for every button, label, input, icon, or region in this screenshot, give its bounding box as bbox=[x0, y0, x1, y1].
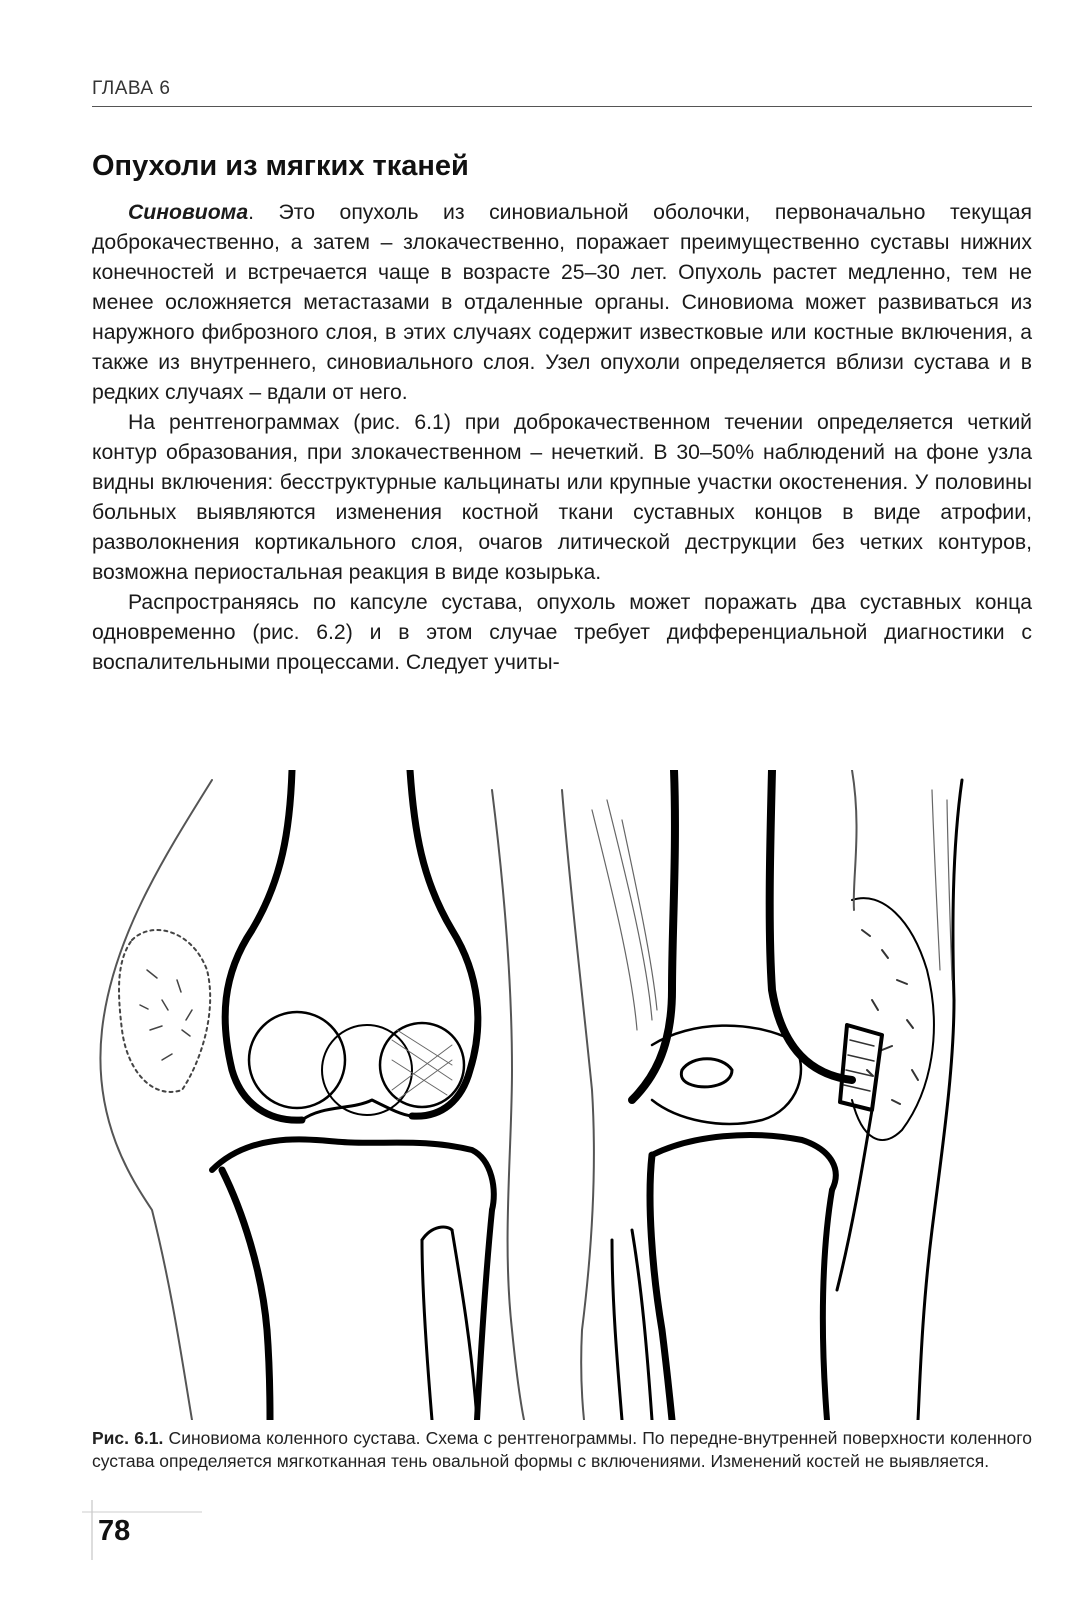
figure-caption bbox=[92, 1427, 1032, 1473]
figure-knee-drawing bbox=[92, 770, 1032, 1420]
paragraph-3: Распространяясь по капсуле сустава, опухоль может поражать два суставных конца одновременно (рис. 6.2) и в этом случае требует дифференциальной диагностики с воспалительными процессами. Следует учиты- bbox=[92, 591, 1032, 674]
paragraph-1-text: . Это опухоль из синовиальной оболочки, первоначально текущая доброкачественно, а затем – злокачественно, поражает преимущественно суставы нижних конечностей и встречается чаще в возрасте 25–30 лет. Опухоль растет медленно, тем не менее осложняется метастазами в отдаленные органы. Синовиома может развиваться из наружного фиброзного слоя, в этих случаях содержит известковые или костные включения, а также из внутреннего, синовиального слоя. Узел опухоли определяется вблизи сустава и в редких случаях – вдали от него. bbox=[92, 201, 1032, 404]
caption-text: Синовиома коленного сустава. Схема с рентгенограммы. По передне-внутренней поверхности коленного сустава определяется мягкотканная тень овальной формы с включениями. Изменений костей не выявляется. bbox=[92, 1428, 1032, 1471]
knee-xray-sketch bbox=[92, 770, 1032, 1420]
paragraph-1-lead: Синовиома bbox=[128, 201, 249, 224]
page-number: 78 bbox=[98, 1515, 131, 1547]
body-text bbox=[92, 198, 1032, 678]
lateral-view bbox=[562, 770, 962, 1420]
running-head: ГЛАВА 6 bbox=[92, 78, 171, 99]
paragraph-2: На рентгенограммах (рис. 6.1) при доброкачественном течении определяется четкий контур образования, при злокачественном – нечеткий. В 30–50% наблюдений на фоне узла видны включения: бесструктурные кальцинаты или крупные участки окостенения. У половины больных выявляются изменения костной ткани суставных концов в виде атрофии, разволокнения кортикального слоя, очагов литической деструкции без четких контуров, возможна периостальная реакция в виде козырька. bbox=[92, 411, 1032, 584]
paragraph-1 bbox=[92, 198, 1032, 408]
frontal-view bbox=[100, 770, 524, 1420]
header-rule bbox=[92, 106, 1032, 107]
section-title: Опухоли из мягких тканей bbox=[92, 150, 469, 182]
caption-label: Рис. 6.1. bbox=[92, 1428, 164, 1448]
